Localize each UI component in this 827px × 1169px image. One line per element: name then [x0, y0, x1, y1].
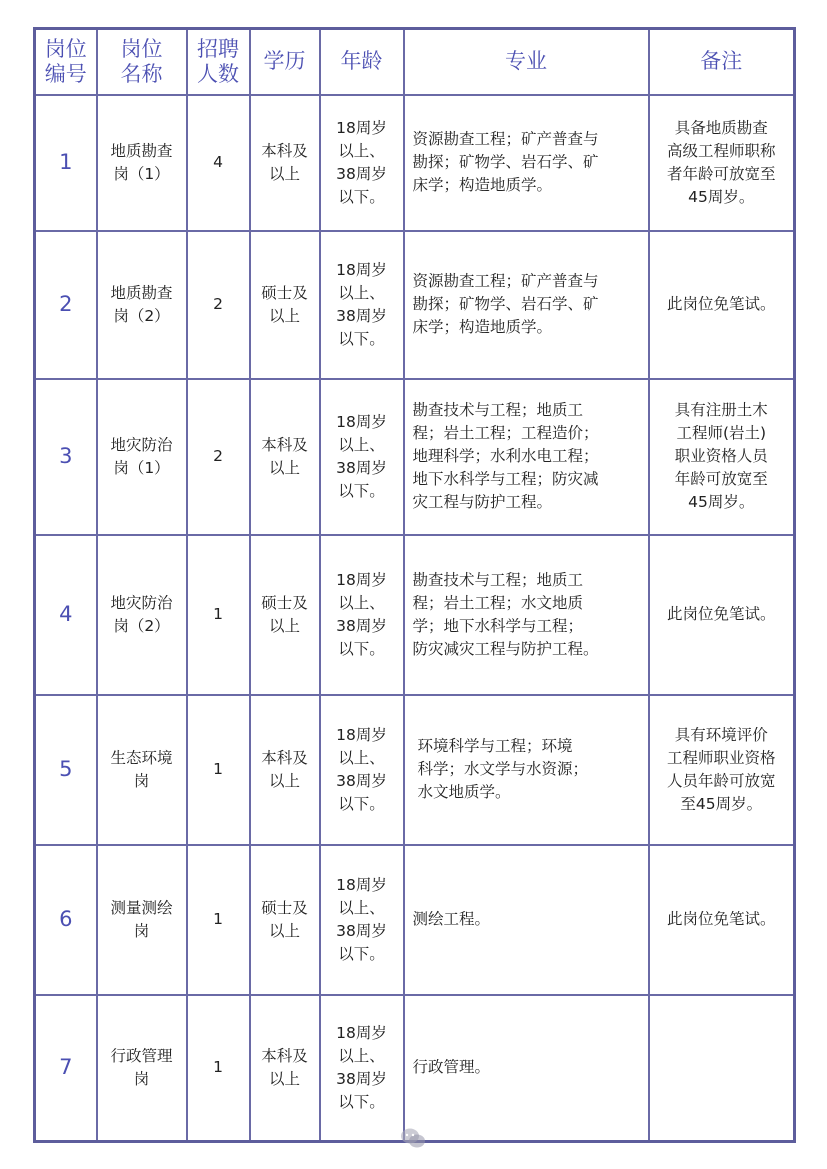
- watermark: [400, 1121, 800, 1155]
- table-row: [35, 535, 795, 695]
- cell-position-id: 7: [35, 995, 97, 1142]
- cell-education: 本科及 以上: [250, 379, 320, 535]
- cell-hiring-count: 1: [187, 535, 250, 695]
- cell-hiring-count: 1: [187, 995, 250, 1142]
- cell-position-name: 测量测绘 岗: [97, 845, 187, 995]
- cell-position-id: 1: [35, 95, 97, 231]
- cell-position-id: 2: [35, 231, 97, 379]
- cell-major: 资源勘查工程；矿产普查与 勘探；矿物学、岩石学、矿 床学；构造地质学。: [404, 95, 649, 231]
- cell-age: 18周岁 以上、 38周岁 以下。: [320, 695, 404, 845]
- header-position-name: 岗位 名称: [97, 29, 187, 95]
- cell-age: 18周岁 以上、 38周岁 以下。: [320, 995, 404, 1142]
- header-note: 备注: [649, 29, 795, 95]
- recruitment-table: [33, 27, 796, 1143]
- cell-major: 资源勘查工程；矿产普查与 勘探；矿物学、岩石学、矿 床学；构造地质学。: [404, 231, 649, 379]
- cell-age: 18周岁 以上、 38周岁 以下。: [320, 379, 404, 535]
- cell-education: 硕士及 以上: [250, 845, 320, 995]
- header-hiring-count: 招聘 人数: [187, 29, 250, 95]
- cell-position-name: 地质勘查 岗（1）: [97, 95, 187, 231]
- header-position-id: 岗位 编号: [35, 29, 97, 95]
- cell-hiring-count: 4: [187, 95, 250, 231]
- cell-note: 此岗位免笔试。: [649, 845, 795, 995]
- table-row: [35, 845, 795, 995]
- header-education: 学历: [250, 29, 320, 95]
- cell-note: 具备地质勘查 高级工程师职称 者年龄可放宽至 45周岁。: [649, 95, 795, 231]
- cell-education: 硕士及 以上: [250, 535, 320, 695]
- cell-position-name: 生态环境 岗: [97, 695, 187, 845]
- cell-position-id: 5: [35, 695, 97, 845]
- table-row: [35, 995, 795, 1142]
- cell-hiring-count: 1: [187, 845, 250, 995]
- cell-education: 本科及 以上: [250, 95, 320, 231]
- table-row: [35, 95, 795, 231]
- cell-education: 硕士及 以上: [250, 231, 320, 379]
- cell-major: 环境科学与工程；环境 科学；水文学与水资源； 水文地质学。: [404, 695, 649, 845]
- header-age: 年龄: [320, 29, 404, 95]
- table-row: [35, 379, 795, 535]
- cell-position-name: 地质勘查 岗（2）: [97, 231, 187, 379]
- cell-position-id: 4: [35, 535, 97, 695]
- cell-note: 此岗位免笔试。: [649, 231, 795, 379]
- cell-position-name: 地灾防治 岗（1）: [97, 379, 187, 535]
- cell-hiring-count: 2: [187, 231, 250, 379]
- table-row: [35, 695, 795, 845]
- cell-major: 行政管理。: [404, 995, 649, 1142]
- cell-note: 具有环境评价 工程师职业资格 人员年龄可放宽 至45周岁。: [649, 695, 795, 845]
- cell-position-id: 6: [35, 845, 97, 995]
- recruitment-table-container: [33, 27, 793, 1140]
- cell-age: 18周岁 以上、 38周岁 以下。: [320, 845, 404, 995]
- cell-position-name: 地灾防治 岗（2）: [97, 535, 187, 695]
- cell-note: 此岗位免笔试。: [649, 535, 795, 695]
- wechat-icon: [400, 1127, 426, 1149]
- cell-major: 勘查技术与工程；地质工 程；岩土工程；水文地质 学；地下水科学与工程； 防灾减灾工程与防护工程。: [404, 535, 649, 695]
- cell-position-id: 3: [35, 379, 97, 535]
- cell-note: 具有注册土木 工程师(岩土) 职业资格人员 年龄可放宽至 45周岁。: [649, 379, 795, 535]
- cell-major: 测绘工程。: [404, 845, 649, 995]
- cell-age: 18周岁 以上、 38周岁 以下。: [320, 231, 404, 379]
- cell-major: 勘查技术与工程；地质工 程；岩土工程；工程造价； 地理科学；水利水电工程； 地下水科学与工程；防灾减 灾工程与防护工程。: [404, 379, 649, 535]
- cell-hiring-count: 2: [187, 379, 250, 535]
- header-major: 专业: [404, 29, 649, 95]
- cell-age: 18周岁 以上、 38周岁 以下。: [320, 535, 404, 695]
- header-row: [35, 29, 795, 95]
- cell-education: 本科及 以上: [250, 695, 320, 845]
- cell-hiring-count: 1: [187, 695, 250, 845]
- cell-education: 本科及 以上: [250, 995, 320, 1142]
- cell-position-name: 行政管理 岗: [97, 995, 187, 1142]
- cell-age: 18周岁 以上、 38周岁 以下。: [320, 95, 404, 231]
- table-row: [35, 231, 795, 379]
- cell-note: [649, 995, 795, 1142]
